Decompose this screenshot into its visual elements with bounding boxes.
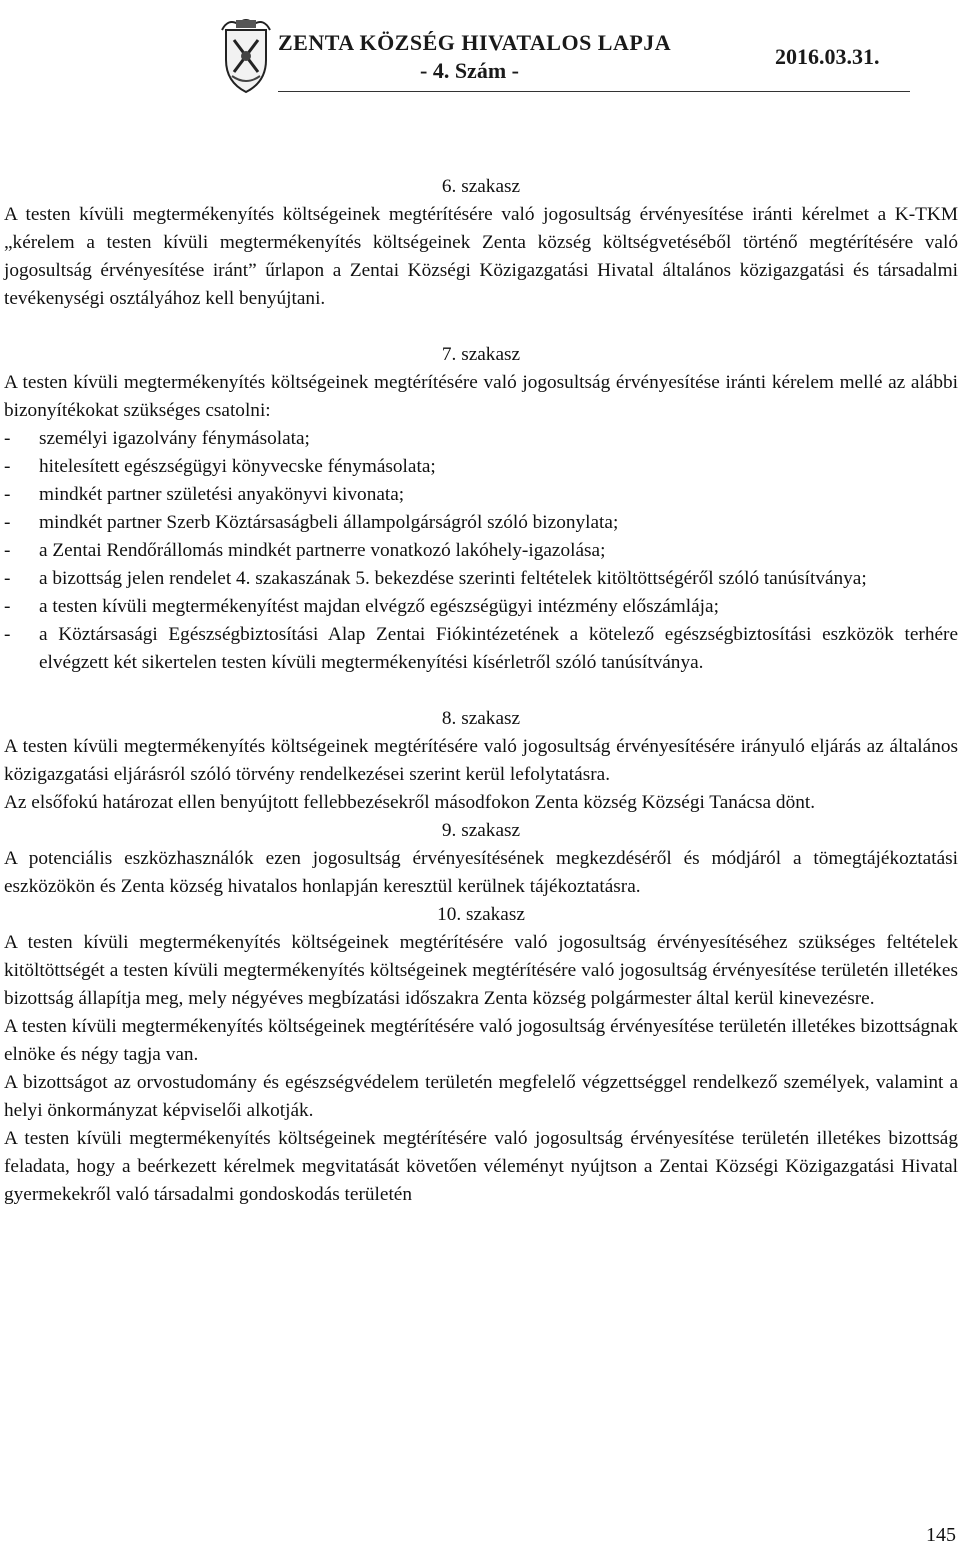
list-dash: - bbox=[4, 428, 11, 449]
list-dash: - bbox=[4, 512, 11, 533]
list-item-text: személyi igazolvány fénymásolata; bbox=[39, 428, 310, 449]
paragraph: Az elsőfokú határozat ellen benyújtott fellebbezésekről másodfokon Zenta község Községi Tanácsa dönt. bbox=[4, 792, 816, 813]
page-header bbox=[0, 0, 960, 100]
list-item bbox=[4, 593, 958, 621]
list-item bbox=[4, 537, 958, 565]
list-item-text: mindkét partner Szerb Köztársaságbeli állampolgárságról szóló bizonylata; bbox=[39, 512, 619, 533]
list-dash: - bbox=[4, 624, 11, 645]
section-title: 8. szakasz bbox=[441, 708, 521, 729]
issue-number: - 4. Szám - bbox=[420, 58, 519, 83]
section-8 bbox=[4, 705, 958, 817]
list-item-text: a testen kívüli megtermékenyítést majdan elvégző egészségügyi intézmény előszámlája; bbox=[39, 596, 719, 617]
list-item bbox=[4, 425, 958, 453]
section-title: 10. szakasz bbox=[437, 904, 525, 925]
header-divider bbox=[278, 91, 910, 92]
paragraph: A testen kívüli megtermékenyítés költségeinek megtérítésére való jogosultság érvényesítéséhez szükséges feltételek kitöltöttségét a testen kívüli megtermékenyítés költségeinek megtérítésére való jogosultság érvényesítése területén illetékes bizottság állapítja meg, mely négyéves megbízatási időszakra Zenta község polgármester által kerül kinevezésre. bbox=[4, 932, 958, 1009]
list-item-text: a Köztársasági Egészségbiztosítási Alap Zentai Fiókintézetének a kötelező egészségbiztosítási eszközök terhére elvégzett két sikertelen testen kívüli megtermékenyítési kísérletről szóló tanúsítványa. bbox=[39, 624, 958, 673]
section-title: 6. szakasz bbox=[441, 176, 521, 197]
paragraph: A potenciális eszközhasználók ezen jogosultság érvényesítésének megkezdéséről és módjáról a tömegtájékoztatási eszközökön és Zenta község hivatalos honlapján keresztül kerülnek tájékoztatásra. bbox=[4, 848, 958, 897]
issue-date: 2016.03.31. bbox=[775, 44, 880, 69]
document-body bbox=[4, 173, 958, 1209]
section-title: 7. szakasz bbox=[441, 344, 521, 365]
page-number: 145 bbox=[926, 1524, 956, 1546]
section-6 bbox=[4, 173, 958, 313]
paragraph: A testen kívüli megtermékenyítés költségeinek megtérítésére való jogosultság érvényesítése területén illetékes bizottság feladata, hogy a beérkezett kérelmek megvitatását követően véleményt nyújtson a Zentai Községi Közigazgatási Hivatal gyermekekről való társadalmi gondoskodás területén bbox=[4, 1128, 958, 1205]
list-item-text: hitelesített egészségügyi könyvecske fénymásolata; bbox=[39, 456, 436, 477]
section-9 bbox=[4, 817, 958, 901]
list-item bbox=[4, 453, 958, 481]
list-dash: - bbox=[4, 568, 11, 589]
list-dash: - bbox=[4, 484, 11, 505]
list-item bbox=[4, 621, 958, 677]
paragraph: A testen kívüli megtermékenyítés költségeinek megtérítésére való jogosultság érvényesítése területén illetékes bizottságnak elnöke és négy tagja van. bbox=[4, 1016, 958, 1065]
list-item bbox=[4, 481, 958, 509]
attachment-list bbox=[4, 425, 958, 677]
section-7 bbox=[4, 341, 958, 677]
paragraph: A testen kívüli megtermékenyítés költségeinek megtérítésére való jogosultság érvényesítésére irányuló eljárás az általános közigazgatási eljárásról szóló törvény rendelkezései szerint kerül lefolytatásra. bbox=[4, 736, 958, 785]
list-dash: - bbox=[4, 540, 11, 561]
paragraph: A bizottságot az orvostudomány és egészségvédelem területén megfelelő végzettséggel rendelkező személyek, valamint a helyi önkormányzat képviselői alkotják. bbox=[4, 1072, 958, 1121]
section-10 bbox=[4, 901, 958, 1209]
list-item-text: mindkét partner születési anyakönyvi kivonata; bbox=[39, 484, 405, 505]
list-dash: - bbox=[4, 456, 11, 477]
coat-of-arms-icon bbox=[218, 16, 274, 96]
list-item-text: a bizottság jelen rendelet 4. szakaszának 5. bekezdése szerinti feltételek kitöltöttségéről szóló tanúsítványa; bbox=[39, 568, 867, 589]
list-item bbox=[4, 509, 958, 537]
gazette-title: ZENTA KÖZSÉG HIVATALOS LAPJA bbox=[278, 30, 672, 55]
paragraph: A testen kívüli megtermékenyítés költségeinek megtérítésére való jogosultság érvényesítése iránti kérelem mellé az alábbi bizonyítékokat szükséges csatolni: bbox=[4, 372, 958, 421]
list-dash: - bbox=[4, 596, 11, 617]
section-title: 9. szakasz bbox=[441, 820, 521, 841]
list-item-text: a Zentai Rendőrállomás mindkét partnerre vonatkozó lakóhely-igazolása; bbox=[39, 540, 606, 561]
list-item bbox=[4, 565, 958, 593]
paragraph: A testen kívüli megtermékenyítés költségeinek megtérítésére való jogosultság érvényesítése iránti kérelmet a K-TKM „kérelem a testen kívüli megtermékenyítés költségeinek Zenta község költségvetéséből történő megtérítésére való jogosultság érvényesítése iránt” űrlapon a Zentai Községi Közigazgatási Hivatal általános közigazgatási és társadalmi tevékenységi osztályához kell benyújtani. bbox=[4, 204, 958, 309]
